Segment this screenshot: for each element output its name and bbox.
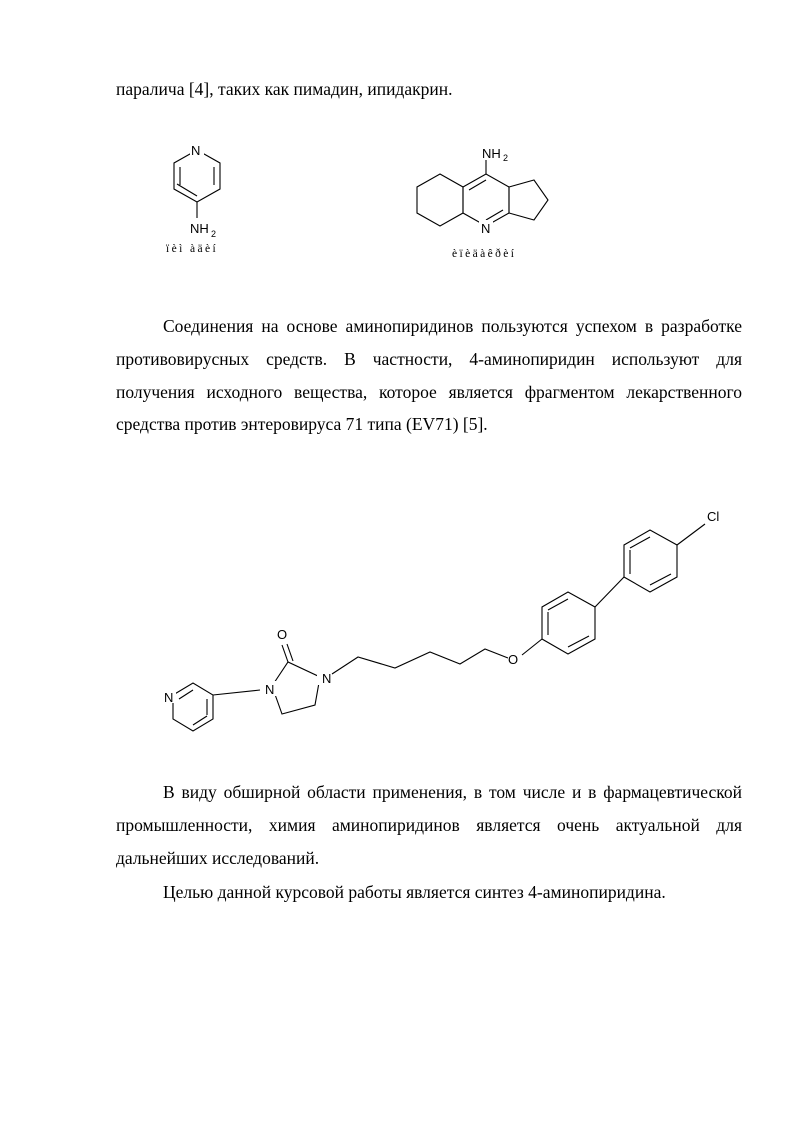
pyridine-n: N [164,690,174,705]
chlorine: Cl [707,509,720,524]
paragraph-antiviral: Соединения на основе аминопиридинов пользуются успехом в разработке противовирусных средств. В частности, 4-аминопиридин используют для получения исходного вещества, которое является фрагментом лекарственного средства против энтеровируса 71 типа (EV71) [5]. [116,316,742,435]
pimadin-structure [150,140,250,240]
ev71-inhibitor-structure [150,500,770,750]
ipidacrine-n-label: N [481,221,491,236]
svg-text:2: 2 [503,153,509,163]
svg-text:2: 2 [211,229,217,239]
imidazolidinone-ring [272,662,320,714]
imidazolidinone-n-right: N [322,671,332,686]
paragraph-relevance: В виду обширной области применения, в том числе и в фармацевтической промышленности, химия аминопиридинов является очень актуальной для дальнейших исследований. [116,782,742,868]
cyclohexane-ring [417,174,463,226]
ipidacrine-caption: èïèäàêðèí [452,248,517,260]
phenyl-ring-2 [624,530,677,592]
carbonyl-o: O [277,627,288,642]
cyclopentane-ring [509,180,548,220]
pyridine-n-label: N [191,143,201,158]
pimadin-caption: ïèì àäèí [166,243,219,255]
imidazolidinone-n-left: N [265,682,275,697]
ipidacrine-amine-label: NH [482,146,501,161]
ipidacrine-structure [410,140,590,250]
amine-label: NH [190,221,209,236]
intro-line: паралича [4], таких как пимадин, ипидакрин. [116,79,453,99]
paragraph-goal: Целью данной курсовой работы является синтез 4-аминопиридина. [163,882,666,902]
phenyl-ring-1 [542,592,595,654]
ether-o: O [508,652,519,667]
pentyl-chain [332,649,508,674]
central-ring [463,174,509,226]
